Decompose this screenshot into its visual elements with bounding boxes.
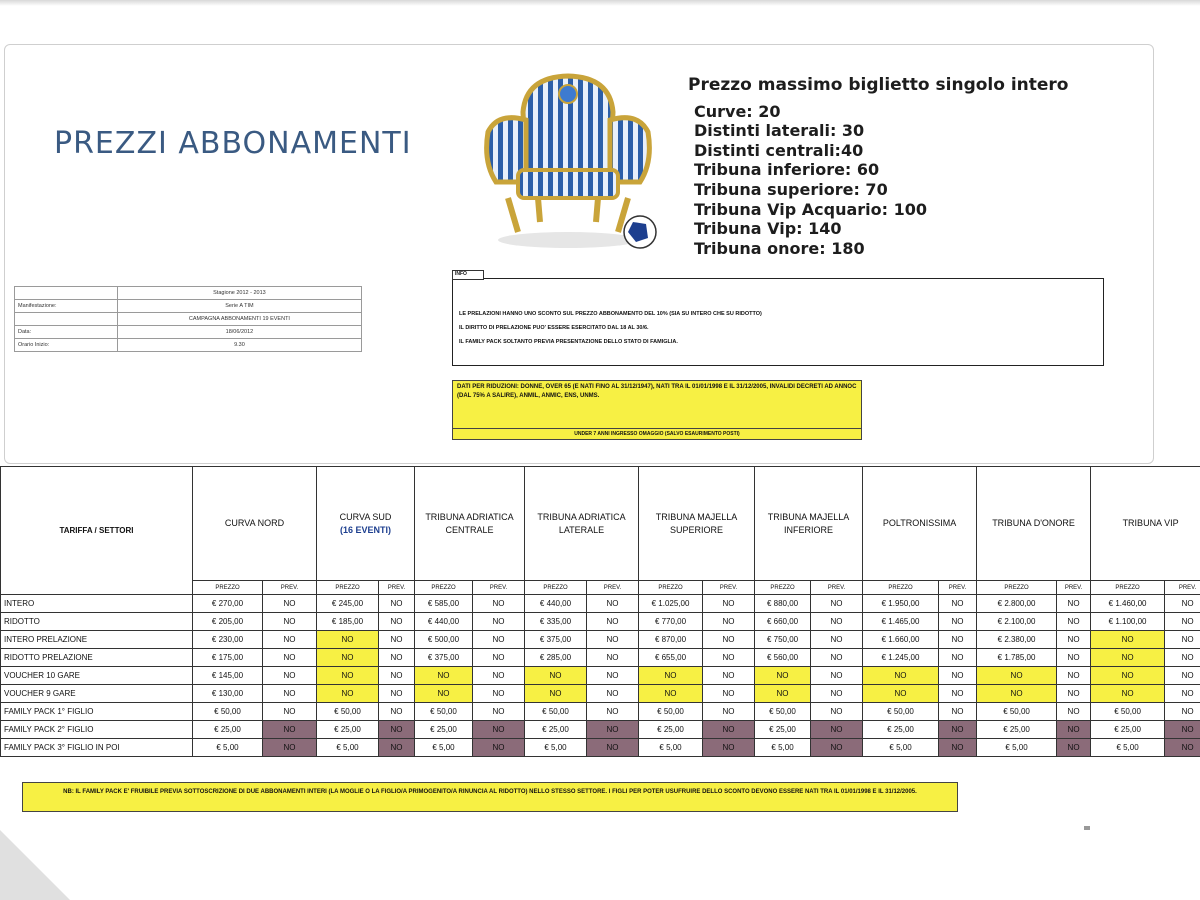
presale-cell: NO <box>811 649 863 667</box>
price-line: Tribuna Vip: 140 <box>694 219 842 239</box>
price-line: Distinti centrali:40 <box>694 140 864 160</box>
tariff-label: INTERO <box>1 595 193 613</box>
presale-cell: NO <box>939 649 977 667</box>
price-subheader: PREZZO <box>193 581 263 595</box>
presale-cell: NO <box>587 685 639 703</box>
reductions-text: DATI PER RIDUZIONI: DONNE, OVER 65 (E NATI FINO AL 31/12/1947), NATI TRA IL 01/01/1998 E IL 31/12/2005, INVALIDI DECRETI AD ANNOC (DAL 75% A SALIRE), ANMIL, ANMIC, ENS, UNMS. <box>457 384 857 399</box>
presale-cell: NO <box>263 739 317 757</box>
price-cell: € 560,00 <box>755 649 811 667</box>
presale-cell: NO <box>473 721 525 739</box>
presale-cell: NO <box>1165 739 1200 757</box>
presale-cell: NO <box>473 703 525 721</box>
presale-cell: NO <box>811 667 863 685</box>
sector-name: TRIBUNA VIP <box>1122 518 1179 528</box>
presale-cell: NO <box>703 739 755 757</box>
price-cell: € 335,00 <box>525 613 587 631</box>
price-subheader: PREZZO <box>639 581 703 595</box>
price-cell: NO <box>317 649 379 667</box>
presale-subheader: PREV. <box>473 581 525 595</box>
sector-header <box>977 467 1091 581</box>
presale-cell: NO <box>811 739 863 757</box>
presale-cell: NO <box>587 649 639 667</box>
presale-cell: NO <box>263 631 317 649</box>
price-line: Tribuna superiore: 70 <box>694 179 888 199</box>
price-cell: NO <box>317 631 379 649</box>
info-line: IL DIRITTO DI PRELAZIONE PUO' ESSERE ESERCITATO DAL 18 AL 30/6. <box>459 325 649 331</box>
table-row <box>1 667 1200 685</box>
price-cell: € 500,00 <box>415 631 473 649</box>
presale-cell: NO <box>473 613 525 631</box>
price-cell: € 440,00 <box>415 613 473 631</box>
tariff-label: RIDOTTO PRELAZIONE <box>1 649 193 667</box>
price-cell: € 145,00 <box>193 667 263 685</box>
price-cell: € 2.100,00 <box>977 613 1057 631</box>
price-cell: € 50,00 <box>755 703 811 721</box>
price-cell: NO <box>1091 667 1165 685</box>
price-cell: € 50,00 <box>317 703 379 721</box>
price-cell: € 1.100,00 <box>1091 613 1165 631</box>
presale-cell: NO <box>379 739 415 757</box>
presale-cell: NO <box>379 613 415 631</box>
price-cell: € 1.465,00 <box>863 613 939 631</box>
price-cell: € 880,00 <box>755 595 811 613</box>
presale-cell: NO <box>379 685 415 703</box>
price-cell: NO <box>525 667 587 685</box>
sector-name: TRIBUNA MAJELLA INFERIORE <box>767 511 850 535</box>
price-cell: € 1.660,00 <box>863 631 939 649</box>
presale-cell: NO <box>703 703 755 721</box>
table-row <box>1 613 1200 631</box>
presale-cell: NO <box>379 595 415 613</box>
presale-cell: NO <box>1057 613 1091 631</box>
presale-subheader: PREV. <box>587 581 639 595</box>
price-cell: € 185,00 <box>317 613 379 631</box>
presale-cell: NO <box>939 667 977 685</box>
presale-cell: NO <box>939 703 977 721</box>
price-cell: € 585,00 <box>415 595 473 613</box>
presale-cell: NO <box>379 721 415 739</box>
tariff-label: RIDOTTO <box>1 613 193 631</box>
table-row <box>1 631 1200 649</box>
presale-cell: NO <box>1165 613 1200 631</box>
presale-cell: NO <box>587 667 639 685</box>
sector-header <box>755 467 863 581</box>
info-label: Orario Inizio: <box>15 339 118 352</box>
price-cell: € 25,00 <box>317 721 379 739</box>
presale-cell: NO <box>473 667 525 685</box>
sector-header <box>317 467 415 581</box>
price-cell: € 25,00 <box>415 721 473 739</box>
presale-cell: NO <box>1165 703 1200 721</box>
price-cell: € 5,00 <box>1091 739 1165 757</box>
presale-cell: NO <box>703 631 755 649</box>
tariff-header: TARIFFA / SETTORI <box>1 467 193 595</box>
presale-cell: NO <box>1057 703 1091 721</box>
price-cell: NO <box>755 667 811 685</box>
tariff-label: FAMILY PACK 2° FIGLIO <box>1 721 193 739</box>
presale-cell: NO <box>587 613 639 631</box>
sector-name: POLTRONISSIMA <box>882 518 957 528</box>
presale-cell: NO <box>939 685 977 703</box>
price-line: Curve: 20 <box>694 101 781 121</box>
presale-cell: NO <box>703 667 755 685</box>
sector-name: CURVA SUD <box>339 511 392 522</box>
price-cell: € 5,00 <box>193 739 263 757</box>
price-cell: NO <box>1091 631 1165 649</box>
presale-cell: NO <box>379 667 415 685</box>
sector-header <box>415 467 525 581</box>
price-cell: NO <box>415 685 473 703</box>
presale-cell: NO <box>703 613 755 631</box>
presale-cell: NO <box>811 613 863 631</box>
price-cell: € 25,00 <box>977 721 1057 739</box>
throne-illustration <box>478 72 668 252</box>
scan-edge <box>0 0 1200 6</box>
presale-cell: NO <box>939 739 977 757</box>
price-cell: € 5,00 <box>317 739 379 757</box>
presale-cell: NO <box>1057 649 1091 667</box>
presale-cell: NO <box>1165 649 1200 667</box>
sector-header <box>525 467 639 581</box>
price-cell: € 25,00 <box>639 721 703 739</box>
price-line: Tribuna onore: 180 <box>694 238 865 258</box>
price-cell: € 25,00 <box>863 721 939 739</box>
price-cell: € 25,00 <box>525 721 587 739</box>
price-cell: NO <box>415 667 473 685</box>
info-tag: INFO <box>452 270 484 280</box>
presale-cell: NO <box>263 721 317 739</box>
presale-cell: NO <box>379 649 415 667</box>
presale-cell: NO <box>1057 739 1091 757</box>
price-cell: € 25,00 <box>755 721 811 739</box>
event-info-table <box>14 286 362 352</box>
reductions-footer: UNDER 7 ANNI INGRESSO OMAGGIO (SALVO ESAURIMENTO POSTI) <box>453 428 861 439</box>
sector-name: TRIBUNA D'ONORE <box>992 518 1075 528</box>
info-label: Manifestazione: <box>15 300 118 313</box>
presale-subheader: PREV. <box>939 581 977 595</box>
info-value: CAMPAGNA ABBONAMENTI 19 EVENTI <box>117 313 361 326</box>
price-cell: € 25,00 <box>1091 721 1165 739</box>
price-subheader: PREZZO <box>1091 581 1165 595</box>
presale-subheader: PREV. <box>379 581 415 595</box>
price-cell: NO <box>317 667 379 685</box>
presale-cell: NO <box>379 631 415 649</box>
presale-cell: NO <box>473 739 525 757</box>
tariff-label: VOUCHER 9 GARE <box>1 685 193 703</box>
info-label <box>15 313 118 326</box>
price-cell: € 5,00 <box>755 739 811 757</box>
price-cell: € 175,00 <box>193 649 263 667</box>
info-value: Stagione 2012 - 2013 <box>117 287 361 300</box>
price-cell: € 50,00 <box>193 703 263 721</box>
presale-cell: NO <box>587 703 639 721</box>
price-subheader: PREZZO <box>863 581 939 595</box>
sector-name: TRIBUNA MAJELLA SUPERIORE <box>655 511 738 535</box>
presale-cell: NO <box>263 595 317 613</box>
price-cell: € 655,00 <box>639 649 703 667</box>
presale-cell: NO <box>587 631 639 649</box>
presale-cell: NO <box>811 721 863 739</box>
price-cell: NO <box>639 685 703 703</box>
sector-name: TRIBUNA ADRIATICA LATERALE <box>537 511 626 535</box>
single-ticket-heading: Prezzo massimo biglietto singolo intero <box>688 75 1069 95</box>
presale-cell: NO <box>703 685 755 703</box>
presale-cell: NO <box>939 631 977 649</box>
price-cell: € 750,00 <box>755 631 811 649</box>
price-cell: € 5,00 <box>863 739 939 757</box>
info-content <box>452 278 1104 366</box>
price-cell: € 25,00 <box>193 721 263 739</box>
info-label <box>15 287 118 300</box>
sector-header <box>1091 467 1200 581</box>
price-cell: € 2.380,00 <box>977 631 1057 649</box>
presale-subheader: PREV. <box>1165 581 1200 595</box>
price-cell: € 1.460,00 <box>1091 595 1165 613</box>
price-cell: € 1.950,00 <box>863 595 939 613</box>
info-value: Serie A TIM <box>117 300 361 313</box>
price-subheader: PREZZO <box>317 581 379 595</box>
tariff-label: INTERO PRELAZIONE <box>1 631 193 649</box>
presale-cell: NO <box>263 667 317 685</box>
info-line: IL FAMILY PACK SOLTANTO PREVIA PRESENTAZIONE DELLO STATO DI FAMIGLIA. <box>459 339 678 345</box>
price-cell: NO <box>977 667 1057 685</box>
price-cell: € 1.785,00 <box>977 649 1057 667</box>
price-cell: NO <box>977 685 1057 703</box>
price-cell: € 230,00 <box>193 631 263 649</box>
presale-cell: NO <box>939 595 977 613</box>
price-cell: € 245,00 <box>317 595 379 613</box>
price-cell: € 375,00 <box>525 631 587 649</box>
price-cell: € 285,00 <box>525 649 587 667</box>
price-subheader: PREZZO <box>977 581 1057 595</box>
price-line: Tribuna inferiore: 60 <box>694 160 880 180</box>
presale-cell: NO <box>263 649 317 667</box>
price-cell: NO <box>639 667 703 685</box>
price-cell: € 5,00 <box>639 739 703 757</box>
sector-name: TRIBUNA ADRIATICA CENTRALE <box>425 511 514 535</box>
table-row <box>1 595 1200 613</box>
family-pack-note: NB: IL FAMILY PACK E' FRUIBILE PREVIA SOTTOSCRIZIONE DI DUE ABBONAMENTI INTERI (LA MOGLIE O LA FIGLIO/A PRIMOGENITO/A RINUNCIA AL RIDOTTO) NELLO STESSO SETTORE. I FIGLI PER POTER USUFRUIRE DELLO SCONTO DEVONO ESSERE NATI TRA IL 01/01/1998 E IL 31/12/2005. <box>22 782 958 812</box>
tariff-label: FAMILY PACK 3° FIGLIO IN POI <box>1 739 193 757</box>
presale-cell: NO <box>263 613 317 631</box>
price-cell: € 205,00 <box>193 613 263 631</box>
sector-header <box>639 467 755 581</box>
info-value: 18/06/2012 <box>117 326 361 339</box>
reductions-box <box>452 380 862 440</box>
price-cell: NO <box>317 685 379 703</box>
presale-cell: NO <box>1165 685 1200 703</box>
presale-cell: NO <box>1165 595 1200 613</box>
presale-cell: NO <box>587 595 639 613</box>
price-table <box>0 466 1200 757</box>
table-row <box>1 685 1200 703</box>
price-cell: € 870,00 <box>639 631 703 649</box>
presale-subheader: PREV. <box>703 581 755 595</box>
presale-cell: NO <box>703 595 755 613</box>
presale-subheader: PREV. <box>263 581 317 595</box>
page-title: PREZZI ABBONAMENTI <box>54 126 412 161</box>
price-cell: € 1.245,00 <box>863 649 939 667</box>
presale-cell: NO <box>703 721 755 739</box>
price-cell: € 130,00 <box>193 685 263 703</box>
sector-name: CURVA NORD <box>224 518 285 528</box>
price-cell: NO <box>525 685 587 703</box>
price-cell: € 50,00 <box>863 703 939 721</box>
presale-cell: NO <box>1057 667 1091 685</box>
price-cell: € 1.025,00 <box>639 595 703 613</box>
table-row <box>1 739 1200 757</box>
presale-cell: NO <box>473 685 525 703</box>
presale-cell: NO <box>939 613 977 631</box>
price-cell: € 50,00 <box>639 703 703 721</box>
info-value: 9.30 <box>117 339 361 352</box>
presale-cell: NO <box>473 595 525 613</box>
presale-cell: NO <box>939 721 977 739</box>
price-cell: € 375,00 <box>415 649 473 667</box>
price-subheader: PREZZO <box>415 581 473 595</box>
sector-note: (16 EVENTI) <box>339 524 391 535</box>
presale-cell: NO <box>1057 595 1091 613</box>
presale-subheader: PREV. <box>811 581 863 595</box>
presale-cell: NO <box>703 649 755 667</box>
price-cell: € 660,00 <box>755 613 811 631</box>
presale-cell: NO <box>263 685 317 703</box>
price-subheader: PREZZO <box>755 581 811 595</box>
presale-cell: NO <box>811 631 863 649</box>
tariff-label: FAMILY PACK 1° FIGLIO <box>1 703 193 721</box>
presale-cell: NO <box>263 703 317 721</box>
presale-cell: NO <box>811 595 863 613</box>
price-line: Distinti laterali: 30 <box>694 121 865 141</box>
table-row <box>1 649 1200 667</box>
price-cell: € 270,00 <box>193 595 263 613</box>
presale-subheader: PREV. <box>1057 581 1091 595</box>
price-cell: NO <box>863 667 939 685</box>
price-cell: € 770,00 <box>639 613 703 631</box>
price-cell: NO <box>863 685 939 703</box>
presale-cell: NO <box>379 703 415 721</box>
price-cell: € 50,00 <box>1091 703 1165 721</box>
table-row <box>1 721 1200 739</box>
presale-cell: NO <box>587 721 639 739</box>
sector-header <box>193 467 317 581</box>
price-line: Tribuna Vip Acquario: 100 <box>694 199 927 219</box>
sector-header <box>863 467 977 581</box>
presale-cell: NO <box>1165 631 1200 649</box>
table-row <box>1 703 1200 721</box>
presale-cell: NO <box>473 649 525 667</box>
presale-cell: NO <box>811 703 863 721</box>
price-subheader: PREZZO <box>525 581 587 595</box>
presale-cell: NO <box>587 739 639 757</box>
price-cell: € 440,00 <box>525 595 587 613</box>
price-cell: € 50,00 <box>415 703 473 721</box>
tariff-label: VOUCHER 10 GARE <box>1 667 193 685</box>
presale-cell: NO <box>1165 667 1200 685</box>
price-cell: € 5,00 <box>415 739 473 757</box>
info-box <box>452 270 1104 366</box>
price-cell: € 50,00 <box>525 703 587 721</box>
presale-cell: NO <box>1165 721 1200 739</box>
single-ticket-prices <box>688 76 1069 258</box>
info-line: LE PRELAZIONI HANNO UNO SCONTO SUL PREZZO ABBONAMENTO DEL 10% (SIA SU INTERO CHE SU RIDOTTO) <box>459 311 762 317</box>
scan-mark <box>1084 826 1090 830</box>
price-cell: € 50,00 <box>977 703 1057 721</box>
presale-cell: NO <box>1057 631 1091 649</box>
info-label: Data: <box>15 326 118 339</box>
presale-cell: NO <box>811 685 863 703</box>
price-cell: € 5,00 <box>977 739 1057 757</box>
price-cell: NO <box>1091 649 1165 667</box>
price-cell: NO <box>1091 685 1165 703</box>
presale-cell: NO <box>1057 721 1091 739</box>
price-cell: € 2.800,00 <box>977 595 1057 613</box>
presale-cell: NO <box>1057 685 1091 703</box>
sector-header-row <box>1 467 1200 581</box>
page-fold <box>0 830 70 900</box>
price-cell: NO <box>755 685 811 703</box>
presale-cell: NO <box>473 631 525 649</box>
price-cell: € 5,00 <box>525 739 587 757</box>
